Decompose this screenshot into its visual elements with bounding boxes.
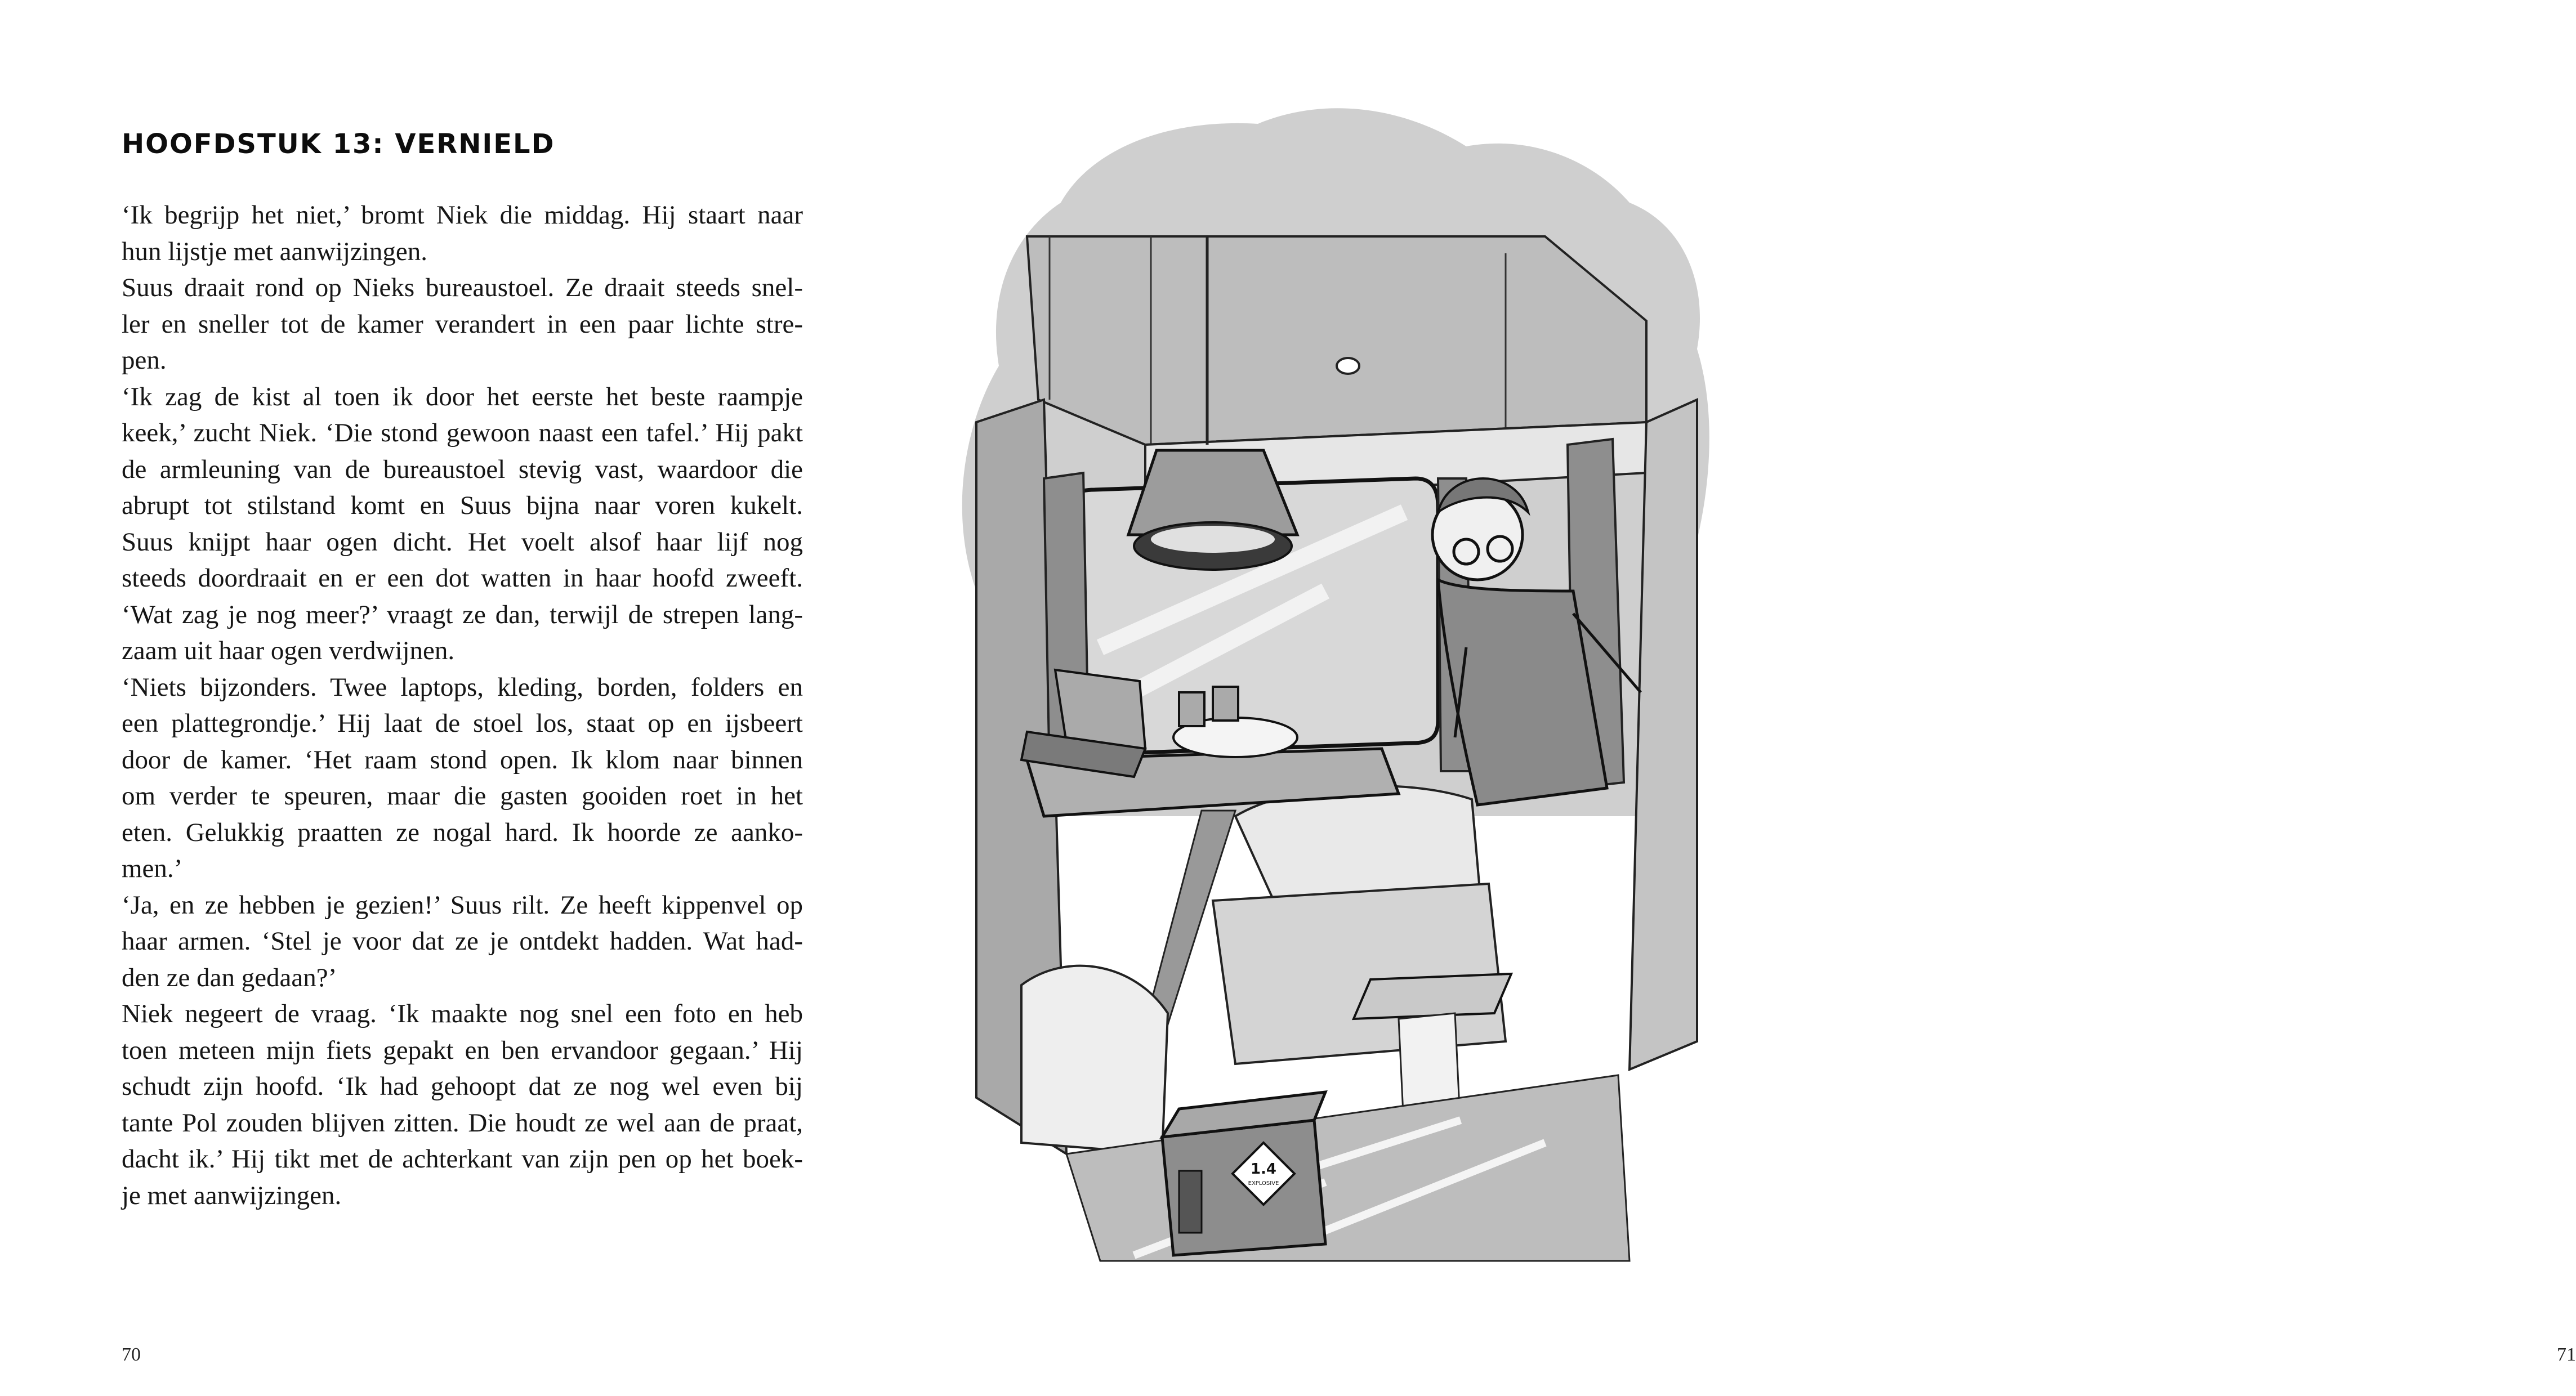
text-line: de armleuning van de bureaustoel stevig vast, waardoor die [122, 454, 803, 484]
text-line: toen meteen mijn fiets gepakt en ben ervandoor gegaan.’ Hij [122, 1035, 803, 1065]
text-line: ler en sneller tot de kamer verandert in een paar lichte stre- [122, 309, 803, 339]
left-page [0, 0, 898, 1396]
text-line: abrupt tot stilstand komt en Suus bijna naar voren kukelt. [122, 491, 803, 520]
text-line: pen. [122, 346, 167, 375]
text-line: tante Pol zouden blijven zitten. Die houdt ze wel aan de praat, [122, 1108, 803, 1138]
text-line: Suus draait rond op Nieks bureaustoel. Ze draait steeds snel- [122, 273, 803, 302]
text-line: ‘Ik zag de kist al toen ik door het eerste het beste raampje [122, 382, 803, 411]
box-label-text: EXPLOSIVE [1248, 1180, 1279, 1187]
text-line: door de kamer. ‘Het raam stond open. Ik klom naar binnen [122, 745, 803, 775]
text-line: keek,’ zucht Niek. ‘Die stond gewoon naast een tafel.’ Hij pakt [122, 418, 803, 448]
text-line: hun lijstje met aanwijzingen. [122, 236, 427, 266]
text-line: ‘Wat zag je nog meer?’ vraagt ze dan, terwijl de strepen lang- [122, 599, 803, 629]
text-line: ‘Niets bijzonders. Twee laptops, kleding, borden, folders en [122, 672, 803, 702]
chapter-body-text [122, 197, 803, 1214]
text-line: eten. Gelukkig praatten ze nogal hard. Ik hoorde ze aanko- [122, 817, 803, 847]
chapter-title: HOOFDSTUK 13: VERNIELD [122, 128, 555, 160]
text-line: een plattegrondje.’ Hij laat de stoel los, staat op en ijsbeert [122, 709, 803, 738]
text-line: men.’ [122, 854, 183, 883]
text-line: steeds doordraait en er een dot watten in haar hoofd zweeft. [122, 563, 803, 593]
text-line: dacht ik.’ Hij tikt met de achterkant van zijn pen op het boek- [122, 1144, 803, 1174]
box-label-number: 1.4 [1250, 1161, 1277, 1178]
text-line: zaam uit haar ogen verdwijnen. [122, 636, 455, 665]
page-number-left: 70 [122, 1344, 141, 1365]
text-line: haar armen. ‘Stel je voor dat ze je ontdekt hadden. Wat had- [122, 927, 803, 956]
text-line: je met aanwijzingen. [122, 1180, 342, 1210]
text-line: den ze dan gedaan?’ [122, 963, 337, 992]
page-number-right: 71 [2557, 1344, 2576, 1365]
text-line: ‘Ja, en ze hebben je gezien!’ Suus rilt. Ze heeft kippenvel op [122, 890, 803, 920]
text-line: schudt zijn hoofd. ‘Ik had gehoopt dat ze nog wel even bij [122, 1072, 803, 1101]
text-line: ‘Ik begrijp het niet,’ bromt Niek die middag. Hij staart naar [122, 200, 803, 230]
text-line: Niek negeert de vraag. ‘Ik maakte nog snel een foto en heb [122, 999, 803, 1028]
text-line: om verder te speuren, maar die gasten gooiden roet in het [122, 781, 803, 811]
text-line: Suus knijpt haar ogen dicht. Het voelt alsof haar lijf nog [122, 527, 803, 557]
caravan-interior-illustration [898, 84, 1731, 1261]
